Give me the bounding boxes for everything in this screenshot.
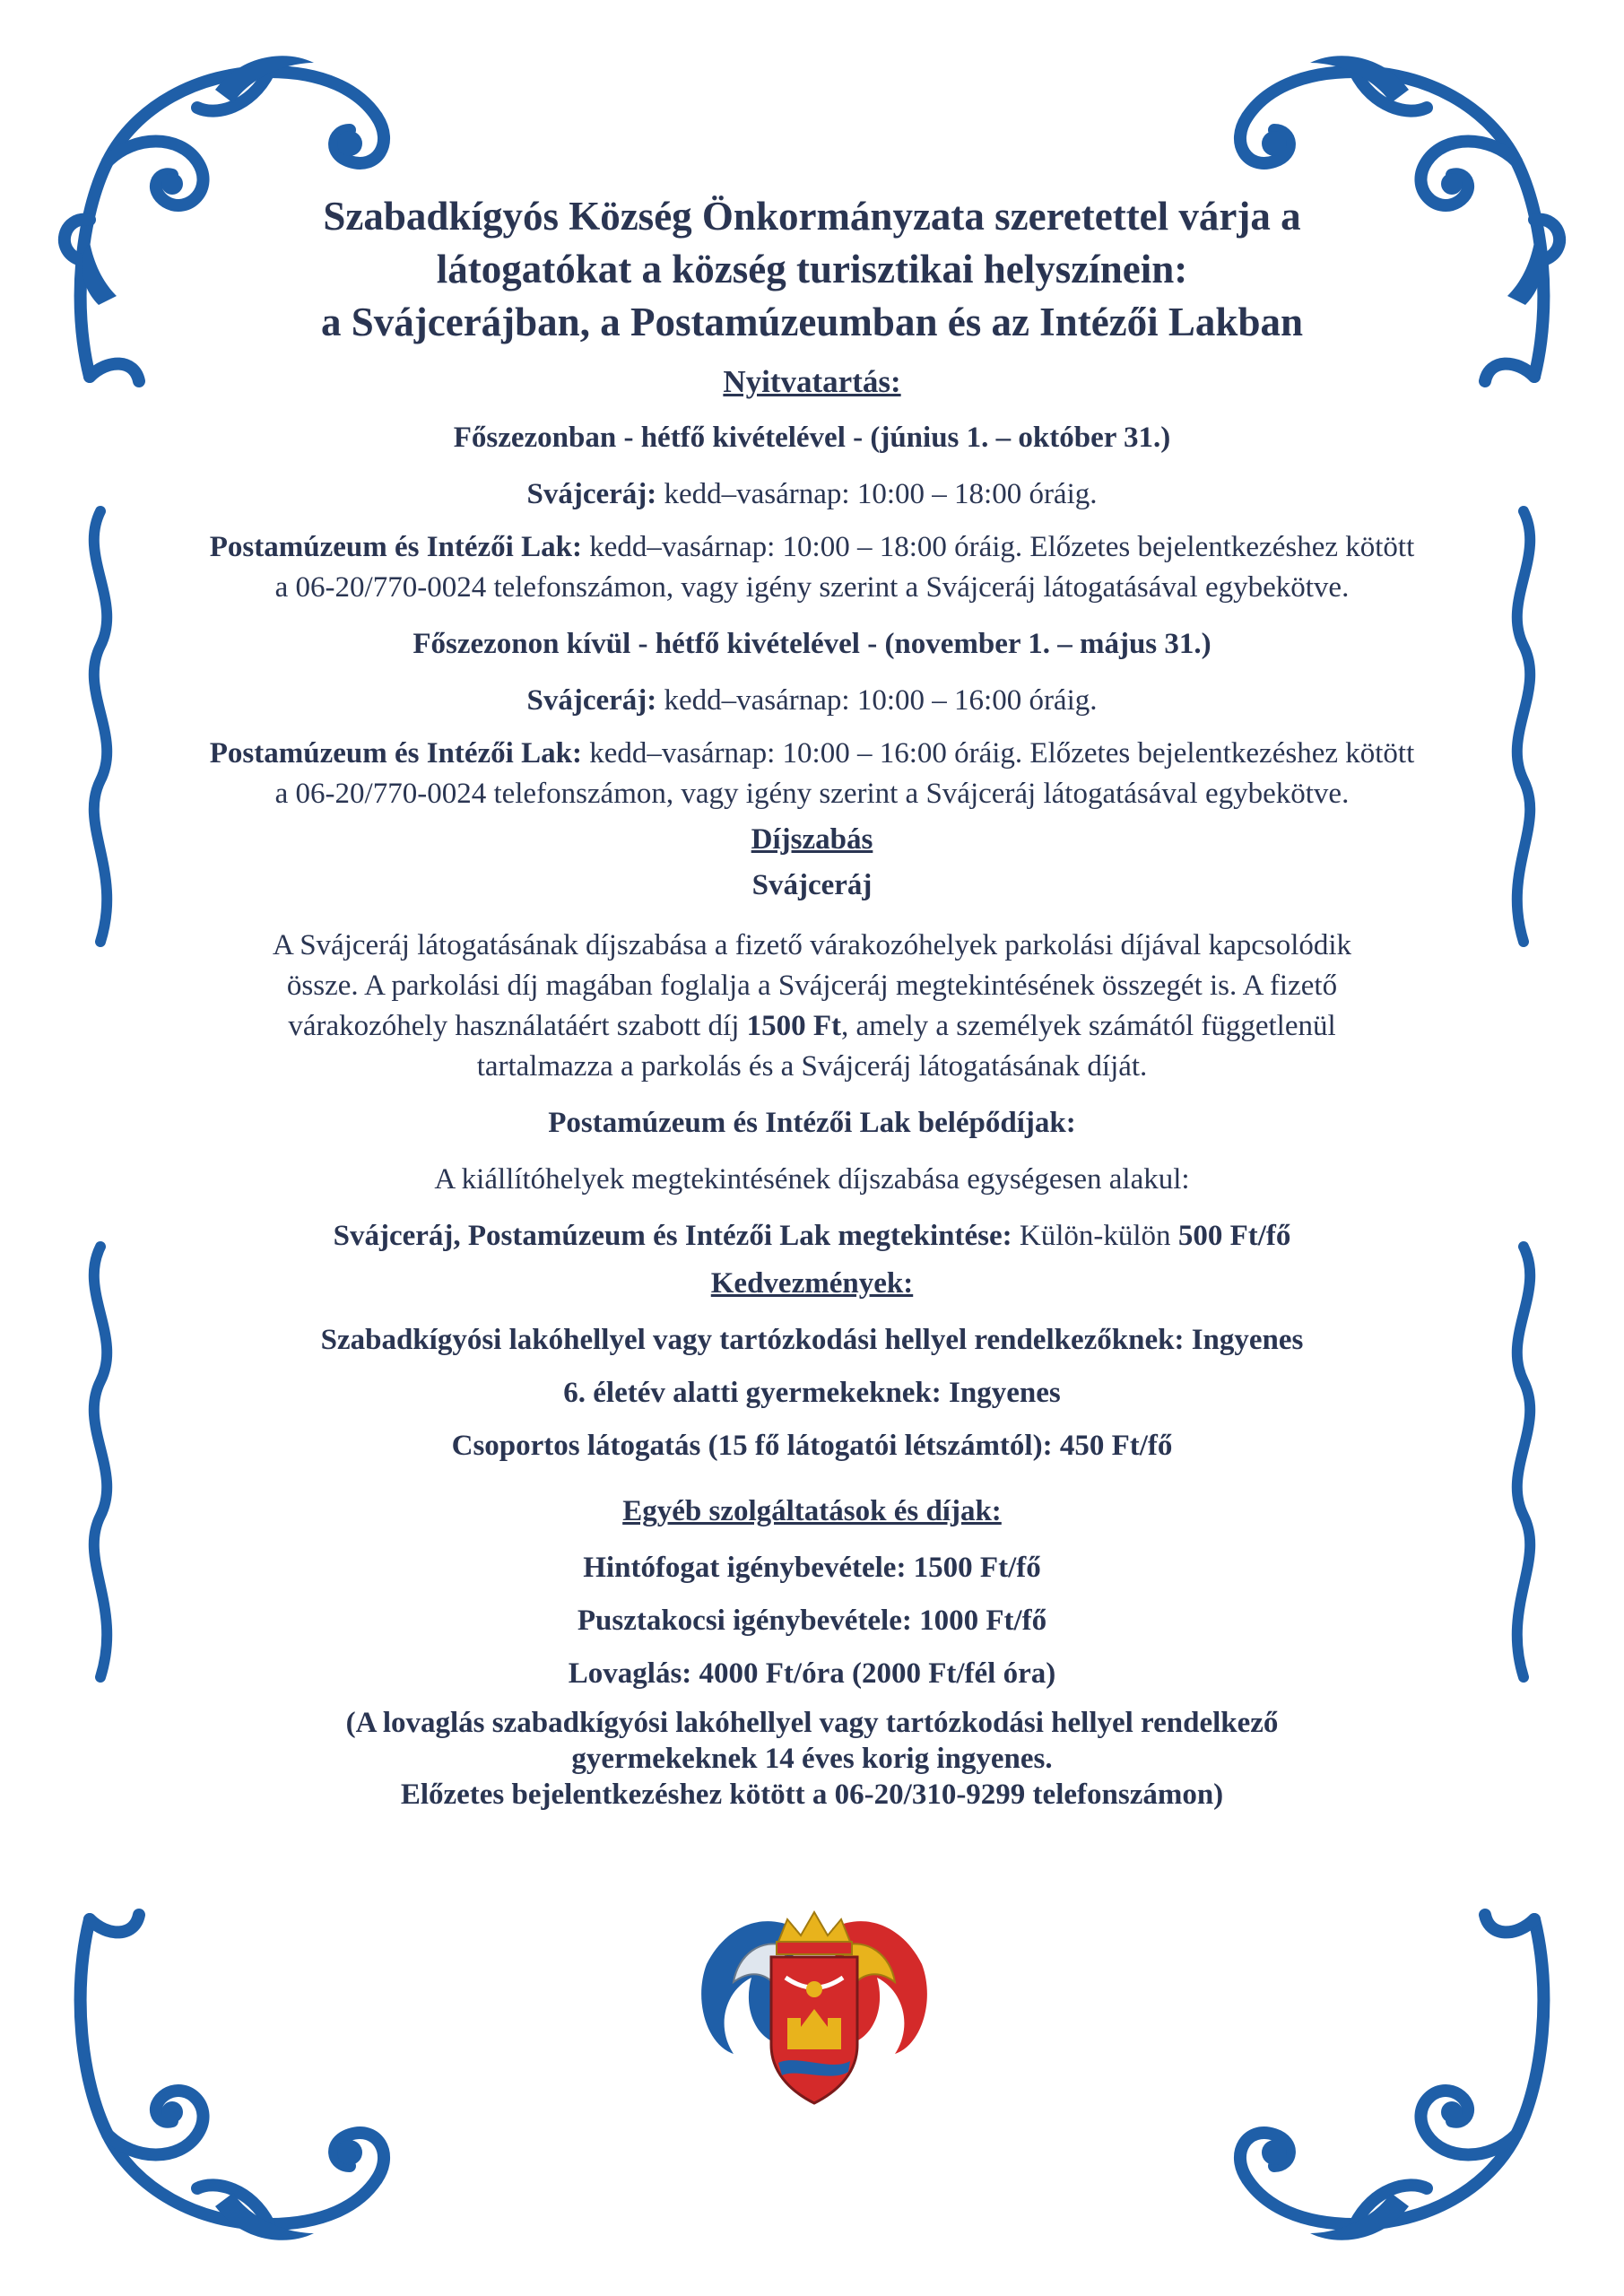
title-line-2: látogatókat a község turisztikai helyszínein: — [436, 247, 1188, 291]
riding-note-line-3: Előzetes bejelentkezéshez kötött a 06-20/310-9299 telefonszámon) — [400, 1779, 1224, 1811]
service-riding: Lovaglás: 4000 Ft/óra (2000 Ft/fél óra) — [568, 1657, 1056, 1690]
title-line-1: Szabadkígyós Község Önkormányzata szeretettel várja a — [323, 194, 1301, 239]
visit-price-label: Svájceráj, Postamúzeum és Intézői Lak megtekintése: — [333, 1220, 1012, 1252]
side-scroll-ornament-left — [74, 502, 127, 951]
corner-ornament-bottom-right — [1194, 1883, 1570, 2260]
off-season-posta — [152, 734, 1472, 774]
title-line-3: a Svájcerájban, a Postamúzeumban és az Intézői Lakban — [320, 300, 1303, 344]
riding-note-line-1: (A lovaglás szabadkígyósi lakóhellyel vagy tartózkodási hellyel rendelkező — [345, 1707, 1279, 1739]
off-season-posta-hours: kedd–vasárnap: 10:00 – 16:00 óráig. Előzetes bejelentkezéshez kötött — [581, 737, 1415, 770]
off-season-svajceraj — [152, 681, 1472, 721]
poster-content — [152, 190, 1472, 1813]
visit-price-value: 500 Ft/fő — [1177, 1220, 1291, 1252]
pricing-para-line-3c: , amely a személyek számától függetlenül — [841, 1010, 1336, 1042]
main-season-posta-hours: kedd–vasárnap: 10:00 – 18:00 óráig. Előzetes bejelentkezéshez kötött — [581, 531, 1415, 563]
main-season-posta-label: Postamúzeum és Intézői Lak: — [209, 531, 582, 563]
side-scroll-ornament-right — [1497, 502, 1550, 951]
corner-ornament-bottom-left — [54, 1883, 430, 2260]
pricing-svajceraj-heading: Svájceráj — [751, 869, 873, 901]
main-season-posta-note: a 06-20/770-0024 telefonszámon, vagy igény szerint a Svájceráj látogatásával egybekötve. — [274, 571, 1350, 604]
off-season-posta-label: Postamúzeum és Intézői Lak: — [209, 737, 582, 770]
discount-item-residents: Szabadkígyósi lakóhellyel vagy tartózkodási hellyel rendelkezőknek: Ingyenes — [320, 1324, 1304, 1356]
discounts-heading: Kedvezmények: — [710, 1267, 914, 1300]
visit-price-mid: Külön-külön — [1012, 1220, 1178, 1252]
service-carriage: Hintófogat igénybevétele: 1500 Ft/fő — [583, 1552, 1041, 1584]
pricing-para-line-3 — [152, 1006, 1472, 1047]
off-season-heading: Főszezonon kívül - hétfő kivételével - (november 1. – május 31.) — [413, 628, 1211, 660]
other-services-heading: Egyéb szolgáltatások és díjak: — [622, 1495, 1002, 1527]
off-season-svajceraj-label: Svájceráj: — [526, 684, 657, 717]
side-scroll-ornament-right-lower — [1497, 1238, 1550, 1686]
pricing-para-line-2: össze. A parkolási díj magában foglalja a Svájceráj megtekintésének összegét is. A fizető — [286, 970, 1338, 1002]
main-season-svajceraj-label: Svájceráj: — [526, 478, 657, 510]
visit-price-line — [152, 1216, 1472, 1257]
side-scroll-ornament-left-lower — [74, 1238, 127, 1686]
discount-item-children: 6. életév alatti gyermekeknek: Ingyenes — [563, 1377, 1061, 1409]
parking-fee: 1500 Ft — [746, 1010, 842, 1042]
riding-note-line-2: gyermekeknek 14 éves korig ingyenes. — [571, 1743, 1053, 1775]
off-season-svajceraj-hours: kedd–vasárnap: 10:00 – 16:00 óráig. — [656, 684, 1098, 717]
main-season-svajceraj-hours: kedd–vasárnap: 10:00 – 18:00 óráig. — [656, 478, 1098, 510]
pricing-para-line-1: A Svájceráj látogatásának díjszabása a fizető várakozóhelyek parkolási díjával kapcsolódik — [272, 929, 1352, 961]
discount-item-groups: Csoportos látogatás (15 fő látogatói létszámtól): 450 Ft/fő — [451, 1430, 1173, 1462]
off-season-posta-note: a 06-20/770-0024 telefonszámon, vagy igény szerint a Svájceráj látogatásával egybekötve. — [274, 778, 1350, 810]
opening-heading: Nyitvatartás: — [723, 364, 901, 399]
main-season-posta — [152, 527, 1472, 568]
pricing-para-line-3a: várakozóhely használatáért szabott díj — [288, 1010, 747, 1042]
page-title — [152, 190, 1472, 349]
service-wagon: Pusztakocsi igénybevétele: 1000 Ft/fő — [577, 1605, 1047, 1637]
main-season-heading: Főszezonban - hétfő kivételével - (június 1. – október 31.) — [453, 422, 1171, 454]
coat-of-arms-emblem — [689, 1892, 940, 2117]
pricing-heading: Díjszabás — [751, 823, 873, 856]
entry-fees-heading: Postamúzeum és Intézői Lak belépődíjak: — [548, 1107, 1076, 1139]
pricing-para-line-4: tartalmazza a parkolás és a Svájceráj látogatásának díját. — [476, 1050, 1148, 1083]
entry-fees-text: A kiállítóhelyek megtekintésének díjszabása egységesen alakul: — [434, 1163, 1190, 1196]
main-season-svajceraj — [152, 474, 1472, 515]
